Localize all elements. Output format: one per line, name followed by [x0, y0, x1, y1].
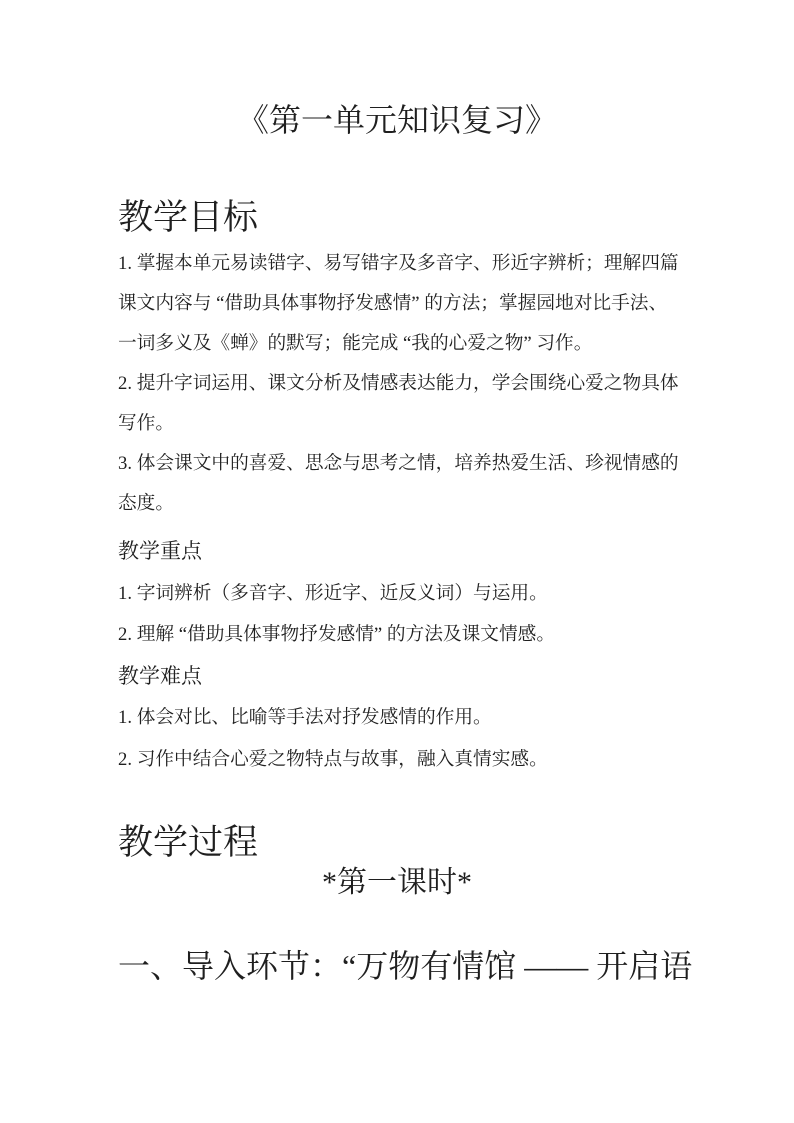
intro-section-heading: 一、导入环节：“万物有情馆 —— 开启语	[118, 948, 693, 984]
process-heading: 教学过程	[118, 823, 259, 862]
objectives-line-4: 2. 提升字词运用、课文分析及情感表达能力，学会围绕心爱之物具体	[118, 373, 679, 394]
objectives-line-6: 3. 体会课文中的喜爱、思念与思考之情，培养热爱生活、珍视情感的	[118, 453, 679, 474]
difficulties-heading: 教学难点	[118, 663, 202, 688]
key-points-line-2: 2. 理解 “借助具体事物抒发感情” 的方法及课文情感。	[118, 624, 556, 646]
document-title: 《第一单元知识复习》	[236, 102, 557, 138]
objectives-text	[118, 244, 704, 524]
points-and-difficulties-text	[118, 531, 704, 781]
key-points-heading: 教学重点	[118, 539, 202, 563]
objectives-line-2: 课文内容与 “借助具体事物抒发感情” 的方法；掌握园地对比手法、	[118, 293, 668, 314]
difficulties-line-1: 1. 体会对比、比喻等手法对抒发感情的作用。	[118, 707, 492, 729]
key-points-line-1: 1. 字词辨析（多音字、形近字、近反义词）与运用。	[118, 582, 548, 604]
lesson-one-marker: *第一课时*	[322, 866, 472, 899]
objectives-line-3: 一词多义及《蝉》的默写；能完成 “我的心爱之物” 习作。	[118, 333, 593, 354]
difficulties-line-2: 2. 习作中结合心爱之物特点与故事，融入真情实感。	[118, 748, 548, 770]
objectives-line-1: 1. 掌握本单元易读错字、易写错字及多音字、形近字辨析；理解四篇	[118, 253, 679, 274]
objectives-heading: 教学目标	[118, 198, 259, 237]
objectives-line-5: 写作。	[118, 413, 175, 434]
objectives-line-7: 态度。	[118, 493, 175, 514]
